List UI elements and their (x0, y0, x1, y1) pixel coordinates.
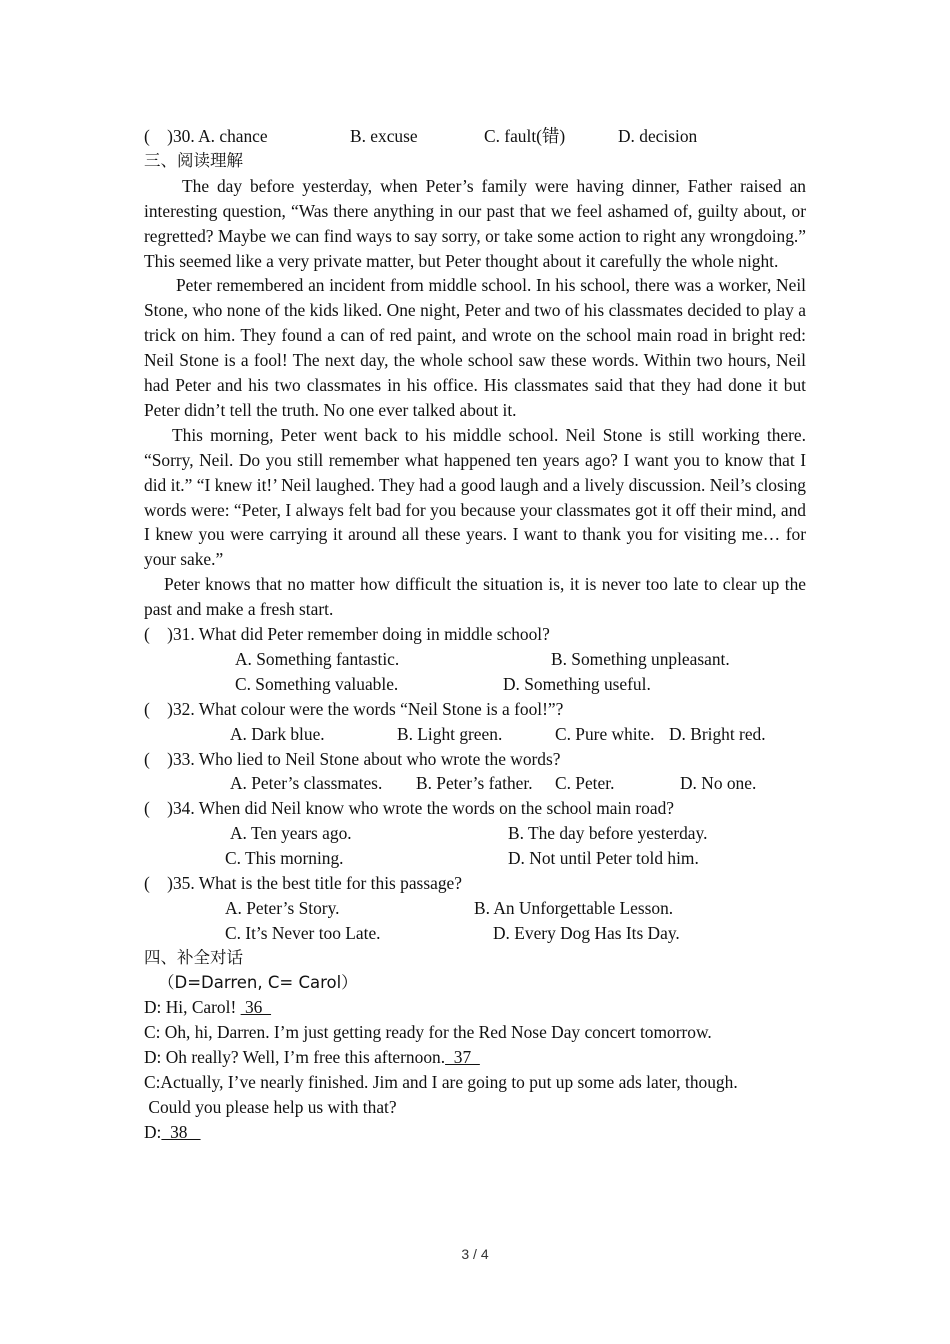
dialogue-d1-text: D: Hi, Carol! (144, 997, 241, 1018)
blank-38: 38 (161, 1121, 201, 1142)
q34-option-b: B. The day before yesterday. (508, 823, 708, 844)
q30-option-c: C. fault(错) (484, 126, 566, 146)
blank-36: 36 (240, 997, 272, 1018)
document-page (144, 124, 806, 1145)
q34-option-d: D. Not until Peter told him. (508, 848, 699, 869)
q31-option-b: B. Something unpleasant. (551, 648, 730, 669)
dialogue-line-d3 (144, 1120, 806, 1145)
section-3-heading: 三、阅读理解 (144, 150, 243, 170)
q35-option-a: A. Peter’s Story. (225, 897, 340, 918)
q32-option-d: D. Bright red. (669, 723, 766, 744)
q32-option-b: B. Light green. (397, 723, 503, 744)
question-31-options-cd (144, 672, 806, 697)
question-34-options-ab (144, 821, 806, 846)
passage-paragraph-2: Peter remembered an incident from middle school. In his school, there was a worker, Neil Stone, who none of the kids liked. One night, Peter and two of his classmates decided to play a trick on him. They found a can of red paint, and wrote on the school main road in bright red: Neil Stone is a fool! The next day, the whole school saw these words. Within two hours, Neil had Peter and his two classmates in his office. His classmates said that they had done it but Peter didn’t tell the truth. No one ever talked about it. (144, 275, 806, 420)
dialogue-line-d1 (144, 995, 806, 1020)
q35-option-d: D. Every Dog Has Its Day. (493, 922, 680, 943)
q30-option-b: B. excuse (350, 126, 418, 146)
q34-option-c: C. This morning. (225, 848, 344, 869)
dialogue-line-c2a: C:Actually, I’ve nearly finished. Jim and I are going to put up some ads later, though. (144, 1072, 738, 1093)
q33-option-d: D. No one. (680, 773, 757, 794)
question-31-options-ab (144, 647, 806, 672)
q35-option-c: C. It’s Never too Late. (225, 922, 381, 943)
question-35-options-cd (144, 921, 806, 946)
q33-option-a: A. Peter’s classmates. (230, 773, 383, 794)
dialogue-line-c2b: Could you please help us with that? (144, 1097, 397, 1118)
q35-option-b: B. An Unforgettable Lesson. (474, 897, 674, 918)
question-32-options (144, 722, 806, 747)
q33-option-b: B. Peter’s father. (416, 773, 533, 794)
question-33-options (144, 771, 806, 796)
q31-option-a: A. Something fantastic. (235, 648, 400, 669)
dialogue-d2-text: D: Oh really? Well, I’m free this afternoon. (144, 1047, 446, 1068)
passage-paragraph-1: The day before yesterday, when Peter’s family were having dinner, Father raised an interesting question, “Was there anything in our past that we feel ashamed of, guilty about, or regretted? Maybe we can find ways to say sorry, or take some action to right any wrongdoing.” This seemed like a very private matter, but Peter thought about it carefully the whole night. (144, 175, 806, 271)
question-32-stem: ( )32. What colour were the words “Neil Stone is a fool!”? (144, 698, 564, 719)
q30-option-d: D. decision (618, 126, 698, 146)
section-4-heading: 四、补全对话 (144, 947, 243, 967)
dialogue-role-note: （D=Darren, C= Carol） (158, 972, 358, 992)
question-33-stem: ( )33. Who lied to Neil Stone about who wrote the words? (144, 748, 561, 769)
question-35-options-ab (144, 896, 806, 921)
q31-option-d: D. Something useful. (503, 673, 651, 694)
blank-37: 37 (445, 1047, 480, 1068)
question-35-stem: ( )35. What is the best title for this passage? (144, 873, 462, 893)
q34-option-a: A. Ten years ago. (230, 823, 352, 844)
page-number: 3 / 4 (461, 1246, 489, 1262)
q33-option-c: C. Peter. (555, 773, 615, 794)
passage-paragraph-3: This morning, Peter went back to his middle school. Neil Stone is still working there. “Sorry, Neil. Do you still remember what happened ten years ago? I want you to know that I did it.” “I knew it!’ Neil laughed. They had a good laugh and a lively discussion. Neil’s closing words were: “Peter, I always felt bad for you because your classmates got it off their mind, and I knew you were carrying it around all these years. I want to thank you for visiting me… for your sake.” (144, 424, 806, 570)
q31-option-c: C. Something valuable. (235, 673, 399, 694)
question-34-stem: ( )34. When did Neil know who wrote the words on the school main road? (144, 798, 674, 819)
question-31-stem: ( )31. What did Peter remember doing in middle school? (144, 624, 550, 645)
dialogue-line-d2 (144, 1045, 806, 1070)
question-30 (144, 124, 806, 149)
passage-paragraph-4: Peter knows that no matter how difficult the situation is, it is never too late to clear up the past and make a fresh start. (144, 574, 806, 620)
dialogue-d3-text: D: (144, 1121, 162, 1142)
q32-option-c: C. Pure white. (555, 723, 655, 744)
dialogue-line-c1: C: Oh, hi, Darren. I’m just getting ready for the Red Nose Day concert tomorrow. (144, 1022, 712, 1043)
q32-option-a: A. Dark blue. (230, 723, 325, 744)
q30-stem: ( )30. A. chance (144, 126, 268, 146)
question-34-options-cd (144, 846, 806, 871)
